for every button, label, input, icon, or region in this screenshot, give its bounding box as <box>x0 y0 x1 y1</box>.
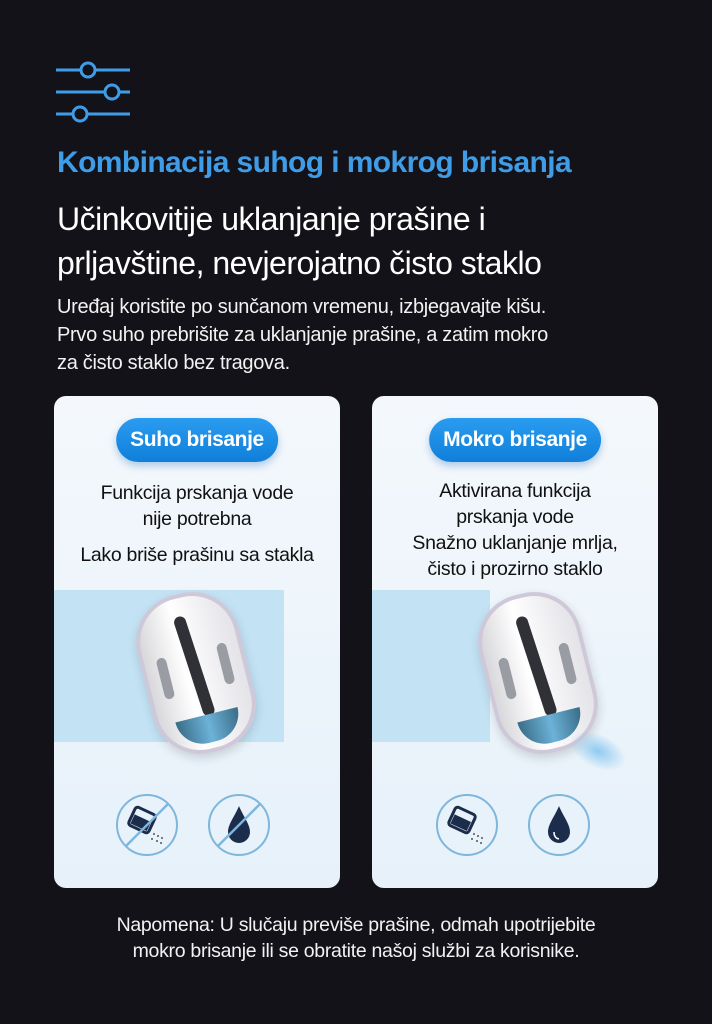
subtitle-line: Učinkovitije uklanjanje prašine i <box>57 201 486 237</box>
no-spray-icon <box>116 794 178 856</box>
glass-cleaned-area <box>372 590 490 742</box>
spray-icon <box>436 794 498 856</box>
note <box>0 912 712 964</box>
card-line: čisto i prozirno staklo <box>427 558 603 580</box>
description-line: Uređaj koristite po sunčanom vremenu, izbjegavajte kišu. <box>57 296 547 318</box>
wet-wiping-label: Mokro brisanje <box>429 418 601 462</box>
note-line: mokro brisanje ili se obratite našoj službi za korisnike. <box>132 940 580 962</box>
sliders-icon <box>54 60 134 129</box>
card-line: Funkcija prskanja vode <box>100 482 294 504</box>
description-line: Prvo suho prebrišite za uklanjanje prašine, a zatim mokro <box>57 324 548 346</box>
card-line: Snažno uklanjanje mrlja, <box>412 532 618 554</box>
card-line: prskanja vode <box>456 506 574 528</box>
water-drop-icon <box>528 794 590 856</box>
dry-wiping-label: Suho brisanje <box>116 418 278 462</box>
subtitle <box>57 197 541 285</box>
card-line: Aktivirana funkcija <box>439 480 591 502</box>
card-text <box>54 480 340 532</box>
card-text <box>372 478 658 582</box>
dry-wiping-card <box>54 396 340 888</box>
description-line: za čisto staklo bez tragova. <box>57 352 290 374</box>
note-line: Napomena: U slučaju previše prašine, odmah upotrijebite <box>116 914 596 936</box>
card-line: Lako briše prašinu sa stakla <box>80 544 314 566</box>
description <box>57 293 548 377</box>
no-water-drop-icon <box>208 794 270 856</box>
subtitle-line: prljavštine, nevjerojatno čisto staklo <box>57 245 542 281</box>
page-title: Kombinacija suhog i mokrog brisanja <box>57 146 572 179</box>
card-line: nije potrebna <box>142 508 252 530</box>
wet-wiping-card <box>372 396 658 888</box>
